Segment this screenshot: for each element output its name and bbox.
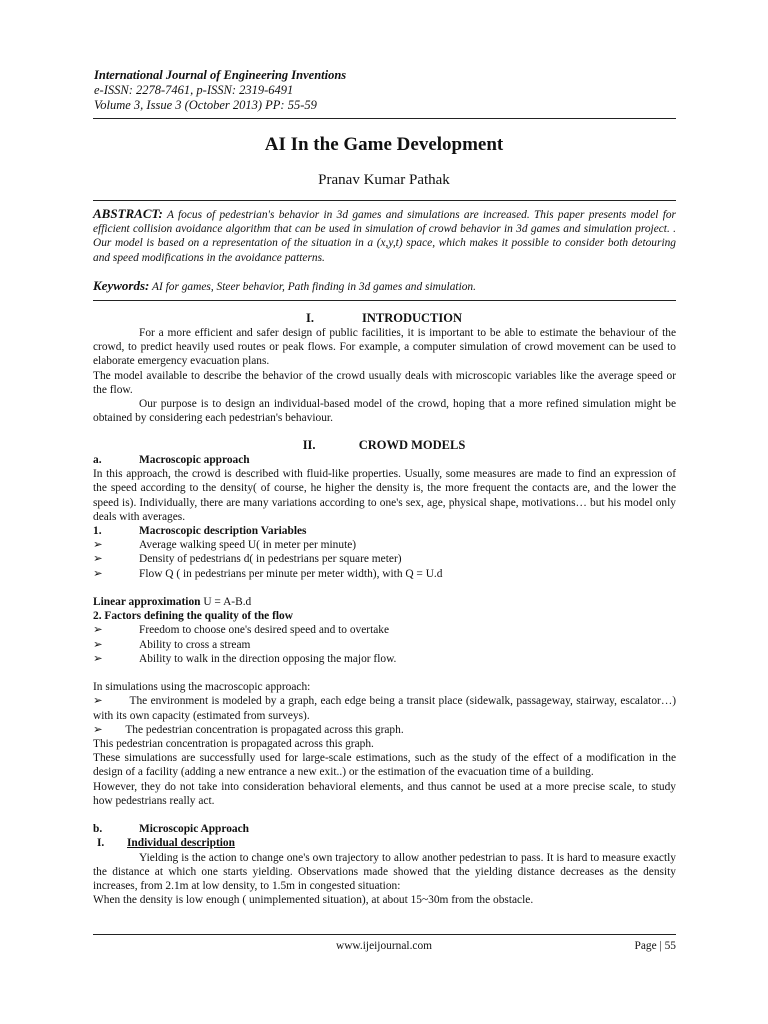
keywords-text: AI for games, Steer behavior, Path finding in 3d games and simulation.: [152, 281, 476, 293]
subsection-label: a.: [93, 454, 102, 466]
list-item-text: Ability to walk in the direction opposing the major flow.: [139, 652, 397, 665]
paper-title: AI In the Game Development: [264, 134, 504, 155]
introduction-body: [93, 326, 676, 425]
heading-label: 1.: [93, 525, 102, 538]
list-item-text: Ability to cross a stream: [139, 638, 251, 651]
paragraph: The model available to describe the behavior of the crowd usually deals with microscopic variables like the average speed or the flow.: [93, 369, 676, 396]
arrow-bullet-icon: ➢: [93, 567, 103, 580]
section-heading-introduction: [0, 311, 768, 326]
paragraph: Our purpose is to design an individual-based model of the crowd, hoping that a more refined simulation might be obtained by considering each pedestrian's behaviour.: [93, 398, 676, 425]
keywords-rule: [93, 300, 676, 301]
journal-name: International Journal of Engineering Inventions: [94, 68, 347, 82]
paragraph: In simulations using the macroscopic approach:: [93, 681, 311, 694]
list-item: [93, 567, 676, 581]
list-item-text: Flow Q ( in pedestrians per minute per meter width), with Q = U.d: [139, 567, 443, 580]
journal-volume: Volume 3, Issue 3 (October 2013) PP: 55-59: [94, 98, 317, 112]
list-item: [93, 723, 676, 737]
paragraph: This pedestrian concentration is propagated across this graph.: [93, 738, 374, 751]
list-item-text: The environment is modeled by a graph, each edge being a transit place (sidewalk, passageway, stairway, escalator…) with its own capacity (estimated from surveys).: [93, 695, 676, 722]
list-item: [93, 638, 676, 652]
arrow-bullet-icon: ➢: [93, 695, 103, 708]
subsection-heading-microscopic: [93, 822, 676, 836]
paragraph: Yielding is the action to change one's own trajectory to allow another pedestrian to pass. It is hard to measure exactly the distance at which one starts yielding. Observations made showed that the yielding distance decreases as the density increases, from 2.1m at low density, to 1.5m in congested situation:: [93, 851, 676, 893]
journal-issn: e-ISSN: 2278-7461, p-ISSN: 2319-6491: [94, 83, 294, 97]
heading-label: I.: [97, 837, 105, 850]
spacer: [93, 808, 676, 822]
footer-url: www.ijeijournal.com: [335, 940, 433, 952]
arrow-bullet-icon: ➢: [93, 624, 103, 637]
keywords: [93, 279, 676, 294]
section-heading-crowd-models: [0, 438, 768, 453]
section-title: CROWD MODELS: [358, 438, 466, 452]
spacer: [93, 666, 676, 680]
list-item-text: Density of pedestrians d( in pedestrians per square meter): [139, 553, 402, 566]
factors-heading: 2. Factors defining the quality of the flow: [93, 610, 293, 623]
abstract-label: ABSTRACT:: [93, 206, 163, 221]
heading-title: Individual description: [127, 837, 235, 850]
abstract-rule-top: [93, 200, 676, 201]
list-item: [93, 623, 676, 637]
arrow-bullet-icon: ➢: [93, 652, 103, 665]
abstract-text: A focus of pedestrian's behavior in 3d games and simulations are increased. This paper presents model for efficient collision avoidance algorithm that can be used in simulation of crowd behavior in 3d games and simulation project. . Our model is based on a representation of the situation in a (x,y,t) space, which makes it possible to consider both detouring and speed modifications in the avoidance patterns.: [93, 209, 676, 264]
subsection-heading-macroscopic: [93, 453, 676, 467]
crowd-models-body: [93, 453, 676, 907]
subsection-title: Microscopic Approach: [139, 823, 250, 836]
list-item-text: Freedom to choose one's desired speed and to overtake: [139, 624, 390, 637]
paragraph: These simulations are successfully used for large-scale estimations, such as the study of the effect of a modification in the design of a facility (adding a new entrance a new exit..) or the estimation of the evacuation time of a building.: [93, 752, 676, 779]
footer-rule: [93, 934, 676, 935]
linear-label: Linear approximation: [93, 596, 201, 609]
list-item: [93, 552, 676, 566]
subsection-label: b.: [93, 823, 103, 836]
list-item: [93, 538, 676, 552]
list-item-text: The pedestrian concentration is propagated across this graph.: [125, 723, 404, 736]
list-item-text: Average walking speed U( in meter per minute): [139, 539, 357, 552]
linear-equation: U = A-B.d: [203, 596, 252, 609]
arrow-bullet-icon: ➢: [93, 553, 103, 566]
arrow-bullet-icon: ➢: [93, 638, 103, 651]
paper-author: Pranav Kumar Pathak: [318, 172, 450, 188]
section-number: I.: [305, 311, 314, 325]
abstract: [93, 207, 676, 265]
linear-approximation: [93, 595, 676, 609]
keywords-label: Keywords:: [93, 278, 150, 293]
paragraph: In this approach, the crowd is described with fluid-like properties. Usually, some measures are made to find an expression of the speed according to the density( of course, he higher the density is, the more frequent the contacts are, and the lower the speed is). Individually, there are many variations according to one's sex, age, physical shape, motivations… but his model only deals with averages.: [93, 468, 676, 523]
spacer: [93, 581, 676, 595]
paragraph: When the density is low enough ( unimplemented situation), at about 15~30m from the obstacle.: [93, 894, 534, 907]
paragraph: For a more efficient and safer design of public facilities, it is important to be able to estimate the behaviour of the crowd, to predict heavily used routes or peak flows. For example, a computer simulation of crowd movement can be used to elaborate emergency evacuation plans.: [93, 327, 676, 368]
section-number: II.: [302, 438, 316, 452]
individual-description-heading: [93, 836, 676, 850]
variables-heading: [93, 524, 676, 538]
arrow-bullet-icon: ➢: [93, 539, 103, 552]
section-title: INTRODUCTION: [361, 311, 462, 325]
header-rule: [93, 118, 676, 119]
subsection-title: Macroscopic approach: [139, 454, 250, 466]
paragraph: However, they do not take into consideration behavioral elements, and thus cannot be used at a more precise scale, to study how pedestrians really act.: [93, 780, 676, 807]
arrow-bullet-icon: ➢: [93, 723, 103, 736]
list-item: [93, 652, 676, 666]
list-item: [93, 694, 676, 722]
heading-title: Macroscopic description Variables: [139, 525, 307, 538]
page-number: Page | 55: [634, 940, 676, 952]
